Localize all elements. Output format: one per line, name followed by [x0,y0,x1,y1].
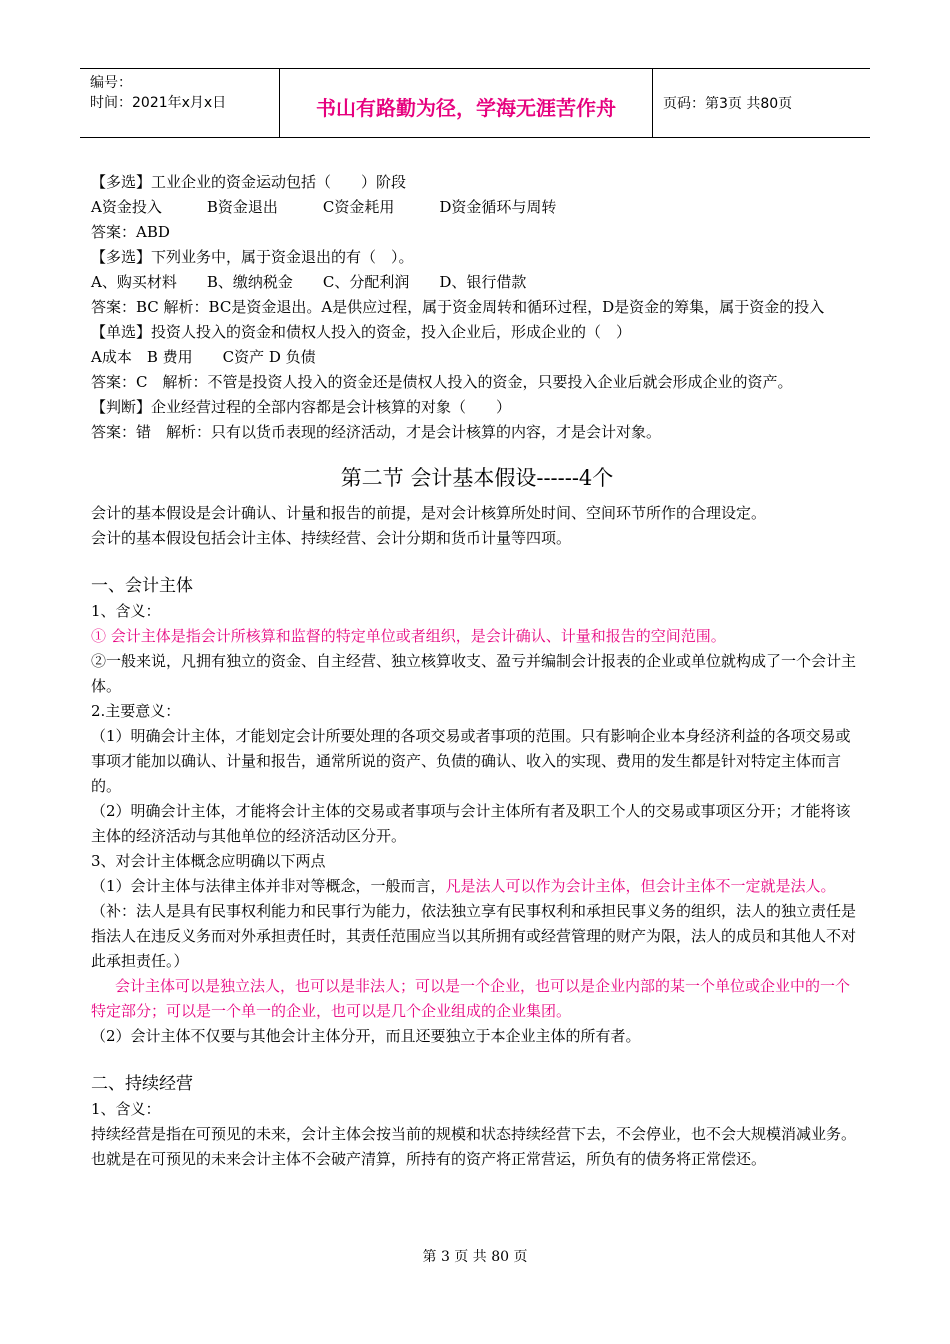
section-title: 第二节 会计基本假设------4个 [340,466,614,490]
entity-clarify-2: （2）会计主体不仅要与其他会计主体分开，而且还要独立于本企业主体的所有者。 [91,1027,641,1045]
entity-clarify-1-text-a: （1）会计主体与法律主体并非对等概念，一般而言， [91,877,446,895]
header-page-label: 页码：第3页 共80页 [663,96,793,112]
page-footer: 第 3 页 共 80 页 [422,1249,528,1265]
header-motto: 书山有路勤为径，学海无涯苦作舟 [280,69,653,137]
heading-going-concern: 二、持续经营 [91,1074,193,1094]
header-meta [80,69,280,137]
question-3-options: A成本 B 费用 C资产 D 负债 [91,348,316,366]
number-label: 编号： [90,75,132,91]
question-4: 【判断】企业经营过程的全部内容都是会计核算的对象（ ） [91,398,512,416]
entity-clarify-note: 会计主体可以是独立法人，也可以是非法人；可以是一个企业，也可以是企业内部的某一个单位或企业中的一个特定部分；可以是一个单一的企业，也可以是几个企业组成的企业集团。 [91,977,851,1020]
question-1: 【多选】工业企业的资金运动包括（ ）阶段 [91,173,407,191]
entity-significance-label: 2.主要意义： [91,702,181,720]
heading-accounting-entity: 一、会计主体 [91,576,193,596]
page-header [80,68,870,138]
question-2: 【多选】下列业务中，属于资金退出的有（ ）。 [91,248,414,266]
going-definition: 持续经营是指在可预见的未来，会计主体会按当前的规模和状态持续经营下去，不会停业，也不会大规模消减业务。也就是在可预见的未来会计主体不会破产清算，所持有的资产将正常营运，所负有的债务将正常偿还。 [91,1125,857,1168]
question-1-answer: 答案：ABD [91,223,170,241]
question-2-options: A、购买材料 B、缴纳税金 C、分配利润 D、银行借款 [91,273,527,291]
entity-definition-1: ① 会计主体是指会计所核算和监督的特定单位或者组织，是会计确认、计量和报告的空间范围。 [91,627,726,645]
intro-paragraph-2: 会计的基本假设包括会计主体、持续经营、会计分期和货币计量等四项。 [91,529,572,547]
question-2-answer: 答案：BC 解析：BC是资金退出。A是供应过程，属于资金周转和循环过程，D是资金的筹集，属于资金的投入 [91,298,825,316]
question-3: 【单选】投资人投入的资金和债权人投入的资金，投入企业后，形成企业的（ ） [91,323,632,341]
entity-significance-2: （2）明确会计主体，才能将会计主体的交易或者事项与会计主体所有者及职工个人的交易或事项区分开；才能将该主体的经济活动与其他单位的经济活动区分开。 [91,802,851,845]
going-meaning-label: 1、含义： [91,1100,161,1118]
document-body [91,170,863,1172]
entity-clarify-1-text-b: （补：法人是具有民事权利能力和民事行为能力，依法独立享有民事权利和承担民事义务的组织，法人的独立责任是指法人在违反义务而对外承担责任时，其责任范围应当以其所拥有或经营管理的财产为限，法人的成员和其他人不对此承担责任。） [91,902,857,970]
date-label: 时间：2021年x月x日 [90,95,227,111]
entity-definition-2: ②一般来说，凡拥有独立的资金、自主经营、独立核算收支、盈亏并编制会计报表的企业或单位就构成了一个会计主体。 [91,652,857,695]
question-3-answer: 答案：C 解析：不管是投资人投入的资金还是债权人投入的资金，只要投入企业后就会形成企业的资产。 [91,373,793,391]
entity-clarify-1-highlight: 凡是法人可以作为会计主体，但会计主体不一定就是法人。 [445,877,836,895]
intro-paragraph-1: 会计的基本假设是会计确认、计量和报告的前提，是对会计核算所处时间、空间环节所作的合理设定。 [91,504,767,522]
entity-clarify-1 [91,874,863,974]
entity-significance-1: （1）明确会计主体，才能划定会计所要处理的各项交易或者事项的范围。只有影响企业本身经济利益的各项交易或事项才能加以确认、计量和报告，通常所说的资产、负债的确认、收入的实现、费用的发生都是针对特定主体而言的。 [91,727,851,795]
entity-clarify-label: 3、对会计主体概念应明确以下两点 [91,852,326,870]
entity-meaning-label: 1、含义： [91,602,161,620]
question-1-options: A资金投入 B资金退出 C资金耗用 D资金循环与周转 [91,198,557,216]
question-4-answer: 答案：错 解析：只有以货币表现的经济活动，才是会计核算的内容，才是会计对象。 [91,423,662,441]
